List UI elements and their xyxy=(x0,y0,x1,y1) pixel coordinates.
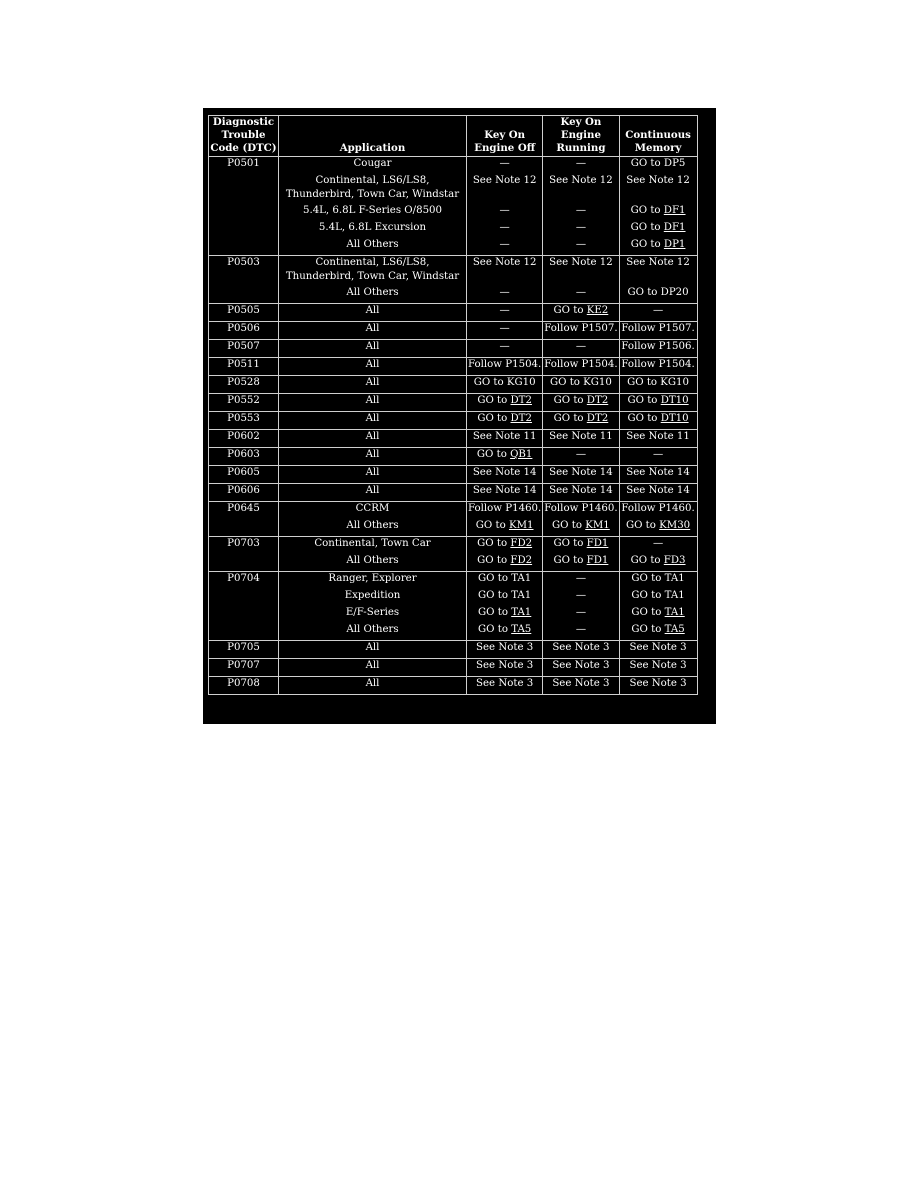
key-on-engine-off-cell xyxy=(467,537,543,555)
continuous-memory-cell: — xyxy=(619,537,697,555)
application-cell: All xyxy=(279,340,467,358)
key-on-engine-off-cell: See Note 11 xyxy=(467,430,543,448)
key-on-engine-running-cell: See Note 12 xyxy=(543,256,619,287)
application-cell: All Others xyxy=(279,554,467,572)
application-cell: All xyxy=(279,304,467,322)
cell-text: GO to xyxy=(477,555,511,566)
key-on-engine-running-cell: — xyxy=(543,623,619,641)
table-row xyxy=(209,412,698,430)
procedure-link[interactable]: FD1 xyxy=(586,555,609,566)
application-cell: All xyxy=(279,376,467,394)
key-on-engine-running-cell: Follow P1504. xyxy=(543,358,619,376)
cell-text: GO to xyxy=(477,538,511,549)
continuous-memory-cell xyxy=(619,157,697,175)
dtc-code-cell: P0704 xyxy=(209,572,279,590)
key-on-engine-running-cell xyxy=(543,519,619,537)
key-on-engine-running-cell: — xyxy=(543,238,619,256)
table-row xyxy=(209,256,698,287)
procedure-link[interactable]: KM1 xyxy=(585,520,610,531)
key-on-engine-running-cell: GO to KG10 xyxy=(543,376,619,394)
table-row xyxy=(209,238,698,256)
key-on-engine-off-cell: Follow P1460. xyxy=(467,502,543,520)
cell-text: GO to xyxy=(475,520,509,531)
dtc-code-cell: P0708 xyxy=(209,677,279,695)
key-on-engine-running-cell: See Note 3 xyxy=(543,677,619,695)
continuous-memory-cell xyxy=(619,519,697,537)
table-row xyxy=(209,376,698,394)
dtc-code-cell: P0528 xyxy=(209,376,279,394)
dtc-code-cell: P0705 xyxy=(209,641,279,659)
header-application: Application xyxy=(279,116,467,157)
key-on-engine-off-cell: — xyxy=(467,238,543,256)
dtc-code-cell: P0507 xyxy=(209,340,279,358)
dtc-table xyxy=(208,115,698,695)
key-on-engine-running-cell xyxy=(543,537,619,555)
header-continuous-memory: Continuous Memory xyxy=(619,116,697,157)
continuous-memory-cell: See Note 3 xyxy=(619,641,697,659)
continuous-memory-cell xyxy=(619,204,697,221)
key-on-engine-off-cell: — xyxy=(467,221,543,238)
cell-text: GO to xyxy=(553,413,587,424)
key-on-engine-off-cell: See Note 12 xyxy=(467,256,543,287)
application-cell: All Others xyxy=(279,623,467,641)
continuous-memory-cell: — xyxy=(619,304,697,322)
key-on-engine-off-cell: — xyxy=(467,286,543,304)
continuous-memory-cell xyxy=(619,412,697,430)
continuous-memory-cell: GO to KG10 xyxy=(619,376,697,394)
cell-text: GO to xyxy=(553,305,587,316)
cell-text: GO to xyxy=(478,624,512,635)
key-on-engine-off-cell: See Note 14 xyxy=(467,466,543,484)
table-row xyxy=(209,322,698,340)
dtc-code-cell: P0503 xyxy=(209,256,279,287)
procedure-link[interactable]: KM30 xyxy=(659,520,691,531)
cell-text: GO to xyxy=(476,449,511,460)
key-on-engine-running-cell: — xyxy=(543,286,619,304)
application-cell: Continental, LS6/LS8, Thunderbird, Town Car, Windstar xyxy=(279,174,467,204)
table-row xyxy=(209,537,698,555)
procedure-link[interactable]: QB1 xyxy=(510,449,533,460)
key-on-engine-running-cell: See Note 14 xyxy=(543,466,619,484)
key-on-engine-off-cell xyxy=(467,623,543,641)
key-on-engine-running-cell: See Note 14 xyxy=(543,484,619,502)
table-row xyxy=(209,430,698,448)
table-row xyxy=(209,157,698,175)
cell-text: GO to xyxy=(627,395,661,406)
procedure-link[interactable]: DT2 xyxy=(510,395,532,406)
dtc-code-cell: P0645 xyxy=(209,502,279,520)
table-row xyxy=(209,466,698,484)
dtc-code-cell xyxy=(209,238,279,256)
continuous-memory-cell xyxy=(619,554,697,572)
cell-text: GO to xyxy=(631,607,665,618)
continuous-memory-cell: See Note 3 xyxy=(619,659,697,677)
continuous-memory-cell: — xyxy=(619,448,697,466)
key-on-engine-off-cell: See Note 3 xyxy=(467,641,543,659)
key-on-engine-off-cell: — xyxy=(467,304,543,322)
application-cell: All Others xyxy=(279,286,467,304)
procedure-link[interactable]: FD1 xyxy=(586,538,609,549)
cell-text: GO to xyxy=(553,555,587,566)
continuous-memory-cell: See Note 3 xyxy=(619,677,697,695)
continuous-memory-cell: Follow P1504. xyxy=(619,358,697,376)
key-on-engine-off-cell: See Note 3 xyxy=(467,659,543,677)
application-cell: Continental, LS6/LS8, Thunderbird, Town Car, Windstar xyxy=(279,256,467,287)
dtc-code-cell: P0552 xyxy=(209,394,279,412)
table-row xyxy=(209,677,698,695)
table-row xyxy=(209,502,698,520)
application-cell: All Others xyxy=(279,238,467,256)
continuous-memory-cell xyxy=(619,394,697,412)
key-on-engine-off-cell xyxy=(467,519,543,537)
key-on-engine-off-cell: GO to KG10 xyxy=(467,376,543,394)
key-on-engine-off-cell xyxy=(467,606,543,623)
key-on-engine-off-cell: GO to TA1 xyxy=(467,572,543,590)
key-on-engine-running-cell xyxy=(543,304,619,322)
key-on-engine-off-cell xyxy=(467,394,543,412)
key-on-engine-off-cell: — xyxy=(467,340,543,358)
key-on-engine-off-cell: See Note 12 xyxy=(467,174,543,204)
application-cell: Continental, Town Car xyxy=(279,537,467,555)
continuous-memory-cell: See Note 11 xyxy=(619,430,697,448)
application-cell: All xyxy=(279,322,467,340)
key-on-engine-running-cell: Follow P1460. xyxy=(543,502,619,520)
procedure-link[interactable]: TA1 xyxy=(664,607,685,618)
dtc-code-cell xyxy=(209,519,279,537)
dtc-code-cell: P0605 xyxy=(209,466,279,484)
application-cell: E/F-Series xyxy=(279,606,467,623)
application-cell: Expedition xyxy=(279,589,467,606)
procedure-link[interactable]: TA1 xyxy=(511,607,532,618)
cell-text: GO to xyxy=(630,555,664,566)
key-on-engine-running-cell: See Note 12 xyxy=(543,174,619,204)
table-row xyxy=(209,589,698,606)
application-cell: All xyxy=(279,484,467,502)
procedure-link[interactable]: DP1 xyxy=(663,239,686,250)
procedure-link[interactable]: FD2 xyxy=(510,538,533,549)
table-row xyxy=(209,221,698,238)
key-on-engine-off-cell: See Note 3 xyxy=(467,677,543,695)
key-on-engine-running-cell: — xyxy=(543,157,619,175)
table-row xyxy=(209,484,698,502)
table-row xyxy=(209,606,698,623)
cell-text: GO to xyxy=(477,413,511,424)
cell-text: GO to xyxy=(630,205,664,216)
application-cell: All xyxy=(279,412,467,430)
application-cell: All xyxy=(279,466,467,484)
continuous-memory-cell: See Note 14 xyxy=(619,466,697,484)
key-on-engine-running-cell xyxy=(543,554,619,572)
cell-text: GO to xyxy=(630,222,664,233)
cell-text: GO to xyxy=(552,520,586,531)
procedure-link[interactable]: FD3 xyxy=(663,555,686,566)
dtc-code-cell: P0606 xyxy=(209,484,279,502)
cell-text: GO to xyxy=(630,158,664,169)
table-row xyxy=(209,554,698,572)
procedure-link[interactable]: DT2 xyxy=(586,395,609,406)
application-cell: All xyxy=(279,677,467,695)
continuous-memory-cell xyxy=(619,623,697,641)
key-on-engine-running-cell: — xyxy=(543,448,619,466)
continuous-memory-cell: GO to DP20 xyxy=(619,286,697,304)
key-on-engine-running-cell xyxy=(543,394,619,412)
key-on-engine-running-cell: See Note 3 xyxy=(543,641,619,659)
key-on-engine-running-cell xyxy=(543,412,619,430)
cell-text: GO to xyxy=(631,624,665,635)
key-on-engine-running-cell: — xyxy=(543,606,619,623)
key-on-engine-running-cell: — xyxy=(543,204,619,221)
table-row xyxy=(209,448,698,466)
key-on-engine-off-cell: GO to TA1 xyxy=(467,589,543,606)
key-on-engine-off-cell xyxy=(467,554,543,572)
dtc-code-cell: P0703 xyxy=(209,537,279,555)
continuous-memory-cell xyxy=(619,238,697,256)
key-on-engine-off-cell: Follow P1504. xyxy=(467,358,543,376)
table-row xyxy=(209,304,698,322)
table-row xyxy=(209,623,698,641)
dtc-code-cell xyxy=(209,554,279,572)
application-cell: All xyxy=(279,448,467,466)
cell-text: GO to xyxy=(553,538,587,549)
header-key-on-engine-running: Key On Engine Running xyxy=(543,116,619,157)
application-cell: All Others xyxy=(279,519,467,537)
continuous-memory-cell: See Note 14 xyxy=(619,484,697,502)
cell-text: GO to xyxy=(630,239,664,250)
table-row xyxy=(209,519,698,537)
continuous-memory-cell: Follow P1507. xyxy=(619,322,697,340)
dtc-code-cell xyxy=(209,606,279,623)
continuous-memory-cell xyxy=(619,221,697,238)
dtc-code-cell xyxy=(209,221,279,238)
continuous-memory-cell: GO to TA1 xyxy=(619,589,697,606)
procedure-link[interactable]: DF1 xyxy=(663,205,686,216)
application-cell: 5.4L, 6.8L Excursion xyxy=(279,221,467,238)
application-cell: All xyxy=(279,430,467,448)
continuous-memory-cell: Follow P1460. xyxy=(619,502,697,520)
table-row xyxy=(209,641,698,659)
dtc-table-panel xyxy=(203,108,716,724)
header-key-on-engine-off: Key On Engine Off xyxy=(467,116,543,157)
continuous-memory-cell: See Note 12 xyxy=(619,174,697,204)
cell-text: GO to xyxy=(478,607,512,618)
application-cell: CCRM xyxy=(279,502,467,520)
application-cell: All xyxy=(279,394,467,412)
table-row xyxy=(209,394,698,412)
table-row xyxy=(209,659,698,677)
procedure-link[interactable]: FD2 xyxy=(510,555,533,566)
cell-text: GO to xyxy=(477,395,511,406)
table-row xyxy=(209,174,698,204)
procedure-link[interactable]: DT10 xyxy=(660,413,689,424)
application-cell: 5.4L, 6.8L F-Series O/8500 xyxy=(279,204,467,221)
key-on-engine-running-cell: — xyxy=(543,572,619,590)
dtc-code-cell: P0602 xyxy=(209,430,279,448)
continuous-memory-cell: See Note 12 xyxy=(619,256,697,287)
key-on-engine-off-cell xyxy=(467,448,543,466)
dtc-code-cell: P0603 xyxy=(209,448,279,466)
application-cell: All xyxy=(279,641,467,659)
dtc-code-cell: P0707 xyxy=(209,659,279,677)
table-row xyxy=(209,286,698,304)
dtc-code-cell: P0506 xyxy=(209,322,279,340)
procedure-link[interactable]: TA5 xyxy=(664,624,685,635)
procedure-link[interactable]: DF1 xyxy=(663,222,686,233)
table-row xyxy=(209,340,698,358)
key-on-engine-running-cell: — xyxy=(543,589,619,606)
procedure-link[interactable]: TA5 xyxy=(511,624,532,635)
key-on-engine-running-cell: — xyxy=(543,221,619,238)
cell-text: GO to xyxy=(625,520,660,531)
key-on-engine-off-cell: — xyxy=(467,322,543,340)
dtc-code-cell xyxy=(209,623,279,641)
dtc-code-cell: P0553 xyxy=(209,412,279,430)
key-on-engine-off-cell: See Note 14 xyxy=(467,484,543,502)
dtc-code-cell: P0511 xyxy=(209,358,279,376)
continuous-memory-cell: GO to TA1 xyxy=(619,572,697,590)
cell-text: GO to xyxy=(553,395,587,406)
procedure-link[interactable]: DT10 xyxy=(660,395,689,406)
dtc-code-cell xyxy=(209,589,279,606)
dtc-code-cell: P0505 xyxy=(209,304,279,322)
application-cell: Ranger, Explorer xyxy=(279,572,467,590)
continuous-memory-cell: Follow P1506. xyxy=(619,340,697,358)
dtc-code-cell: P0501 xyxy=(209,157,279,175)
dtc-code-cell xyxy=(209,204,279,221)
key-on-engine-off-cell xyxy=(467,412,543,430)
cell-text: DP5 xyxy=(663,158,686,169)
continuous-memory-cell xyxy=(619,606,697,623)
table-header-row xyxy=(209,116,698,157)
procedure-link[interactable]: DT2 xyxy=(586,413,609,424)
application-cell: All xyxy=(279,358,467,376)
dtc-code-cell xyxy=(209,174,279,204)
procedure-link[interactable]: KM1 xyxy=(508,520,534,531)
table-row xyxy=(209,358,698,376)
procedure-link[interactable]: DT2 xyxy=(510,413,532,424)
header-dtc: Diagnostic Trouble Code (DTC) xyxy=(209,116,279,157)
application-cell: Cougar xyxy=(279,157,467,175)
procedure-link[interactable]: KE2 xyxy=(586,305,609,316)
cell-text: GO to xyxy=(627,413,661,424)
dtc-code-cell xyxy=(209,286,279,304)
table-row xyxy=(209,204,698,221)
table-row xyxy=(209,572,698,590)
key-on-engine-off-cell: — xyxy=(467,204,543,221)
key-on-engine-running-cell: — xyxy=(543,340,619,358)
key-on-engine-running-cell: See Note 11 xyxy=(543,430,619,448)
key-on-engine-running-cell: Follow P1507. xyxy=(543,322,619,340)
application-cell: All xyxy=(279,659,467,677)
key-on-engine-off-cell: — xyxy=(467,157,543,175)
key-on-engine-running-cell: See Note 3 xyxy=(543,659,619,677)
